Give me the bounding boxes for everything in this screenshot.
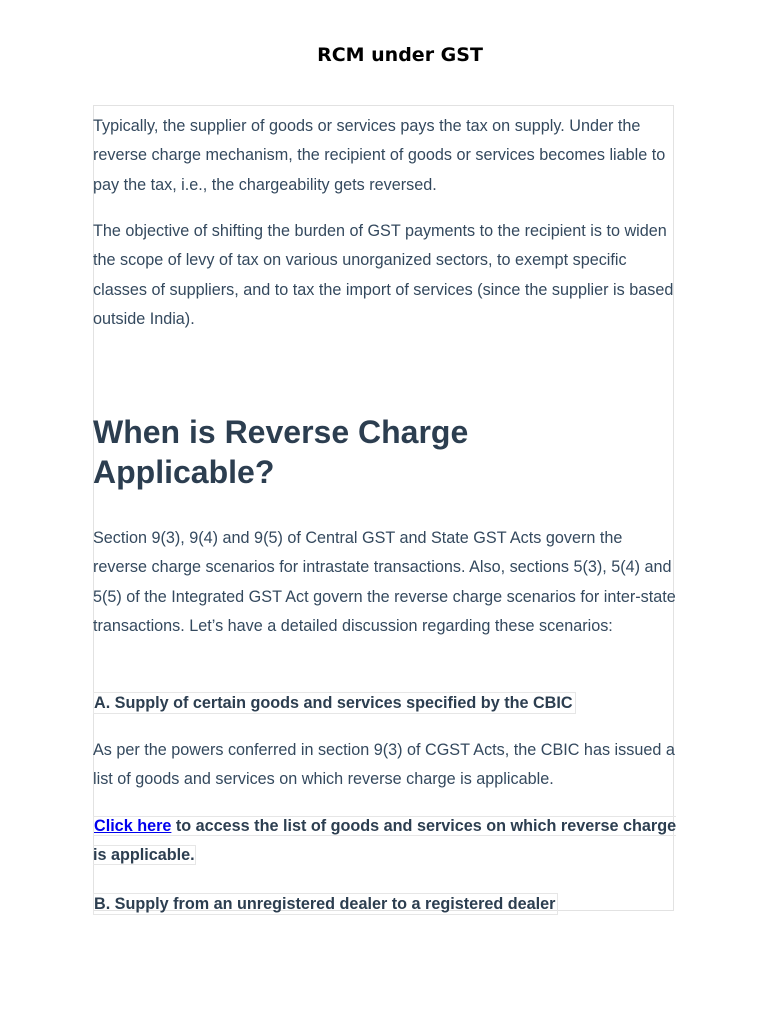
click-here-link[interactable]: Click here [94,817,172,835]
page-title: RCM under GST [317,44,483,66]
section-heading: When is Reverse Charge Applicable? [93,414,469,490]
objective-paragraph: The objective of shifting the burden of GST payments to the recipient is to widen the scope of levy of tax on various unorganized sectors, to exempt specific classes of suppliers, and to tax the import of services (since the supplier is based outside India). [93,222,674,329]
powers-paragraph: As per the powers conferred in section 9(3) of CGST Acts, the CBIC has issued a list of goods and services on which reverse charge is applicable. [93,741,675,789]
subheading-b: B. Supply from an unregistered dealer to a registered dealer [93,893,558,915]
intro-paragraph: Typically, the supplier of goods or services pays the tax on supply. Under the reverse charge mechanism, the recipient of goods or services becomes liable to pay the tax, i.e., the chargeability gets reversed. [93,117,666,194]
link-paragraph-text: to access the list of goods and services on which reverse charge is applicable. [93,817,677,865]
subheading-a: A. Supply of certain goods and services specified by the CBIC [93,692,576,714]
link-paragraph [93,812,678,871]
link-paragraph-first-line [93,816,676,865]
sections-paragraph: Section 9(3), 9(4) and 9(5) of Central GST and State GST Acts govern the reverse charge scenarios for intrastate transactions. Also, sections 5(3), 5(4) and 5(5) of the Integrated GST Act govern the reverse charge scenarios for inter-state transactions. Let’s have a detailed discussion regarding these scenarios: [93,529,676,636]
